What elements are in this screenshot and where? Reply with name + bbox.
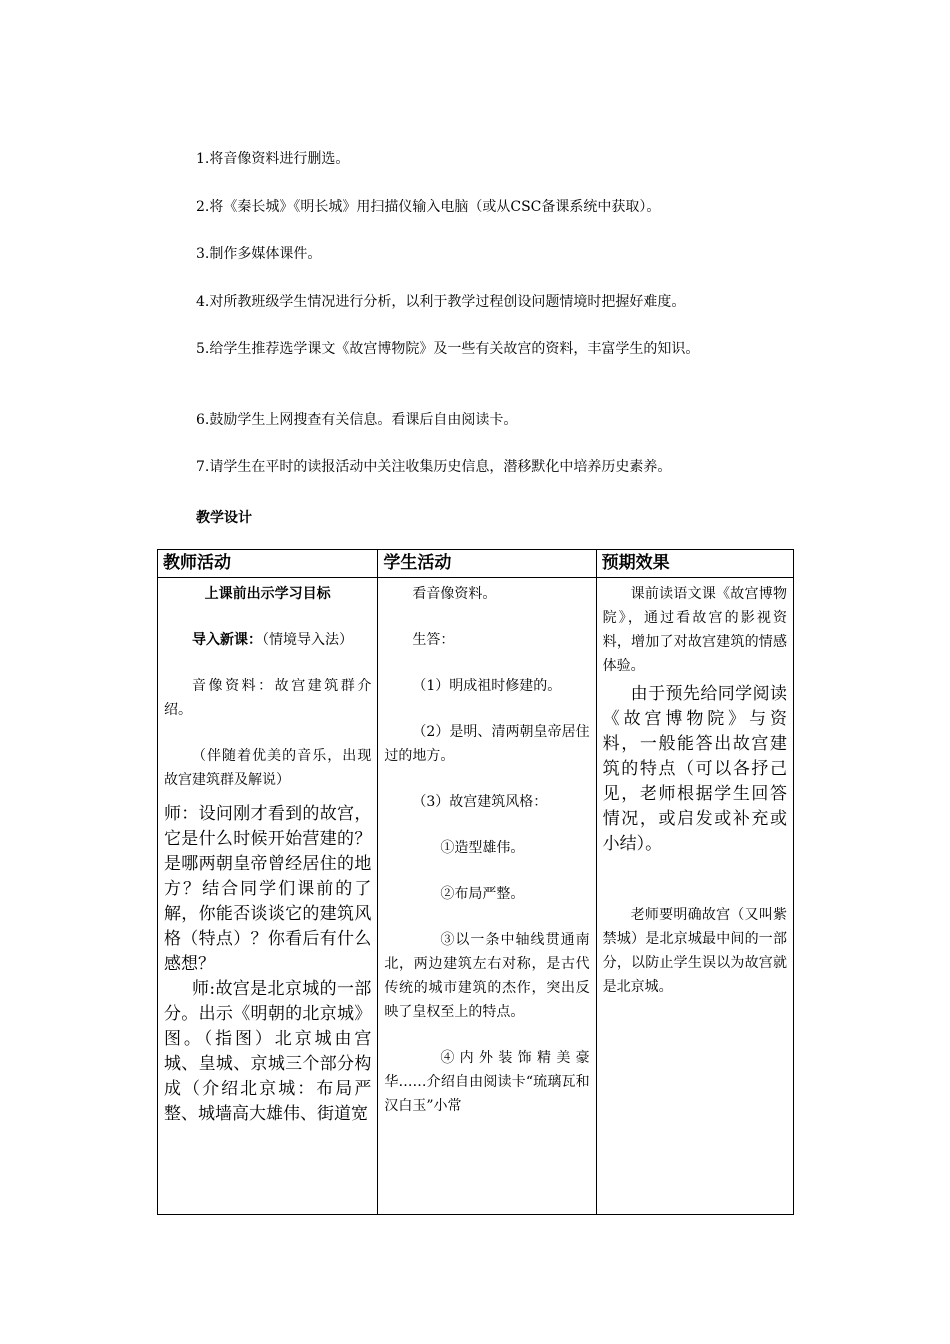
student-answer-label: 生答： <box>412 632 455 648</box>
header-teacher: 教师活动 <box>158 550 378 578</box>
teacher-video: 音像资料：故宫建筑群介绍。 <box>164 678 372 718</box>
table-row <box>158 578 794 1215</box>
section-title: 教学设计 <box>196 510 252 526</box>
table-header-row <box>158 550 794 578</box>
effect-2: 由于预先给同学阅读《故宫博物院》与资料，一般能答出故宫建筑的特点（可以各抒己见，老师根据学生回答情况，或启发或补充或小结）。 <box>602 684 787 854</box>
student-cell <box>378 578 596 1215</box>
effect-cell <box>596 578 793 1215</box>
teaching-design-table <box>157 549 794 1215</box>
student-answer-1: （1）明成祖时修建的。 <box>412 678 562 694</box>
intro-label: 导入新课： <box>192 632 262 648</box>
style-point-2: ②布局严整。 <box>440 886 525 902</box>
teacher-goal: 上课前出示学习目标 <box>204 586 331 602</box>
teacher-intro <box>164 628 371 652</box>
student-watch: 看音像资料。 <box>412 586 497 602</box>
teacher-explain: 师:故宫是北京城的一部分。出示《明朝的北京城》图。（指图）北京城由宫城、皇城、京城三个部分构成（介绍北京城：布局严整、城墙高大雄伟、街道宽 <box>164 979 372 1124</box>
style-point-3: ③以一条中轴线贯通南北，两边建筑左右对称，是古代传统的城市建筑的杰作，突出反映了皇权至上的特点。 <box>384 932 590 1020</box>
student-answer-3: （3）故宫建筑风格： <box>412 794 548 810</box>
header-student: 学生活动 <box>378 550 596 578</box>
prep-item-3: 3.制作多媒体课件。 <box>196 246 322 262</box>
effect-1: 课前读语文课《故宫博物院》，通过看故宫的影视资料，增加了对故宫建筑的情感体验。 <box>602 586 787 674</box>
teacher-cell <box>158 578 378 1215</box>
prep-item-7: 7.请学生在平时的读报活动中关注收集历史信息，潜移默化中培养历史素养。 <box>196 459 672 475</box>
teacher-music: （伴随着优美的音乐，出现故宫建筑群及解说） <box>164 748 372 788</box>
prep-item-5: 5.给学生推荐选学课文《故宫博物院》及一些有关故宫的资料，丰富学生的知识。 <box>196 341 700 357</box>
style-point-1: ①造型雄伟。 <box>440 840 525 856</box>
prep-item-2: 2.将《秦长城》《明长城》用扫描仪输入电脑（或从CSC备课系统中获取）。 <box>196 199 661 215</box>
prep-item-4: 4.对所教班级学生情况进行分析，以利于教学过程创设问题情境时把握好难度。 <box>196 294 686 310</box>
prep-item-1: 1.将音像资料进行删选。 <box>196 151 350 167</box>
intro-method: （情境导入法） <box>262 632 353 648</box>
prep-item-6: 6.鼓励学生上网搜查有关信息。看课后自由阅读卡。 <box>196 412 518 428</box>
style-point-4: ④内外装饰精美豪华……介绍自由阅读卡“琉璃瓦和汉白玉”小常 <box>384 1050 590 1114</box>
student-answer-2: （2）是明、清两朝皇帝居住过的地方。 <box>384 724 590 764</box>
header-effect: 预期效果 <box>596 550 793 578</box>
effect-3: 老师要明确故宫（又叫紫禁城）是北京城最中间的一部分，以防止学生误以为故宫就是北京城。 <box>602 907 787 995</box>
teacher-question: 师：设问刚才看到的故宫，它是什么时候开始营建的？是哪两朝皇帝曾经居住的地方？结合同学们课前的了解，你能否谈谈它的建筑风格（特点）？你看后有什么感想？ <box>164 804 372 974</box>
